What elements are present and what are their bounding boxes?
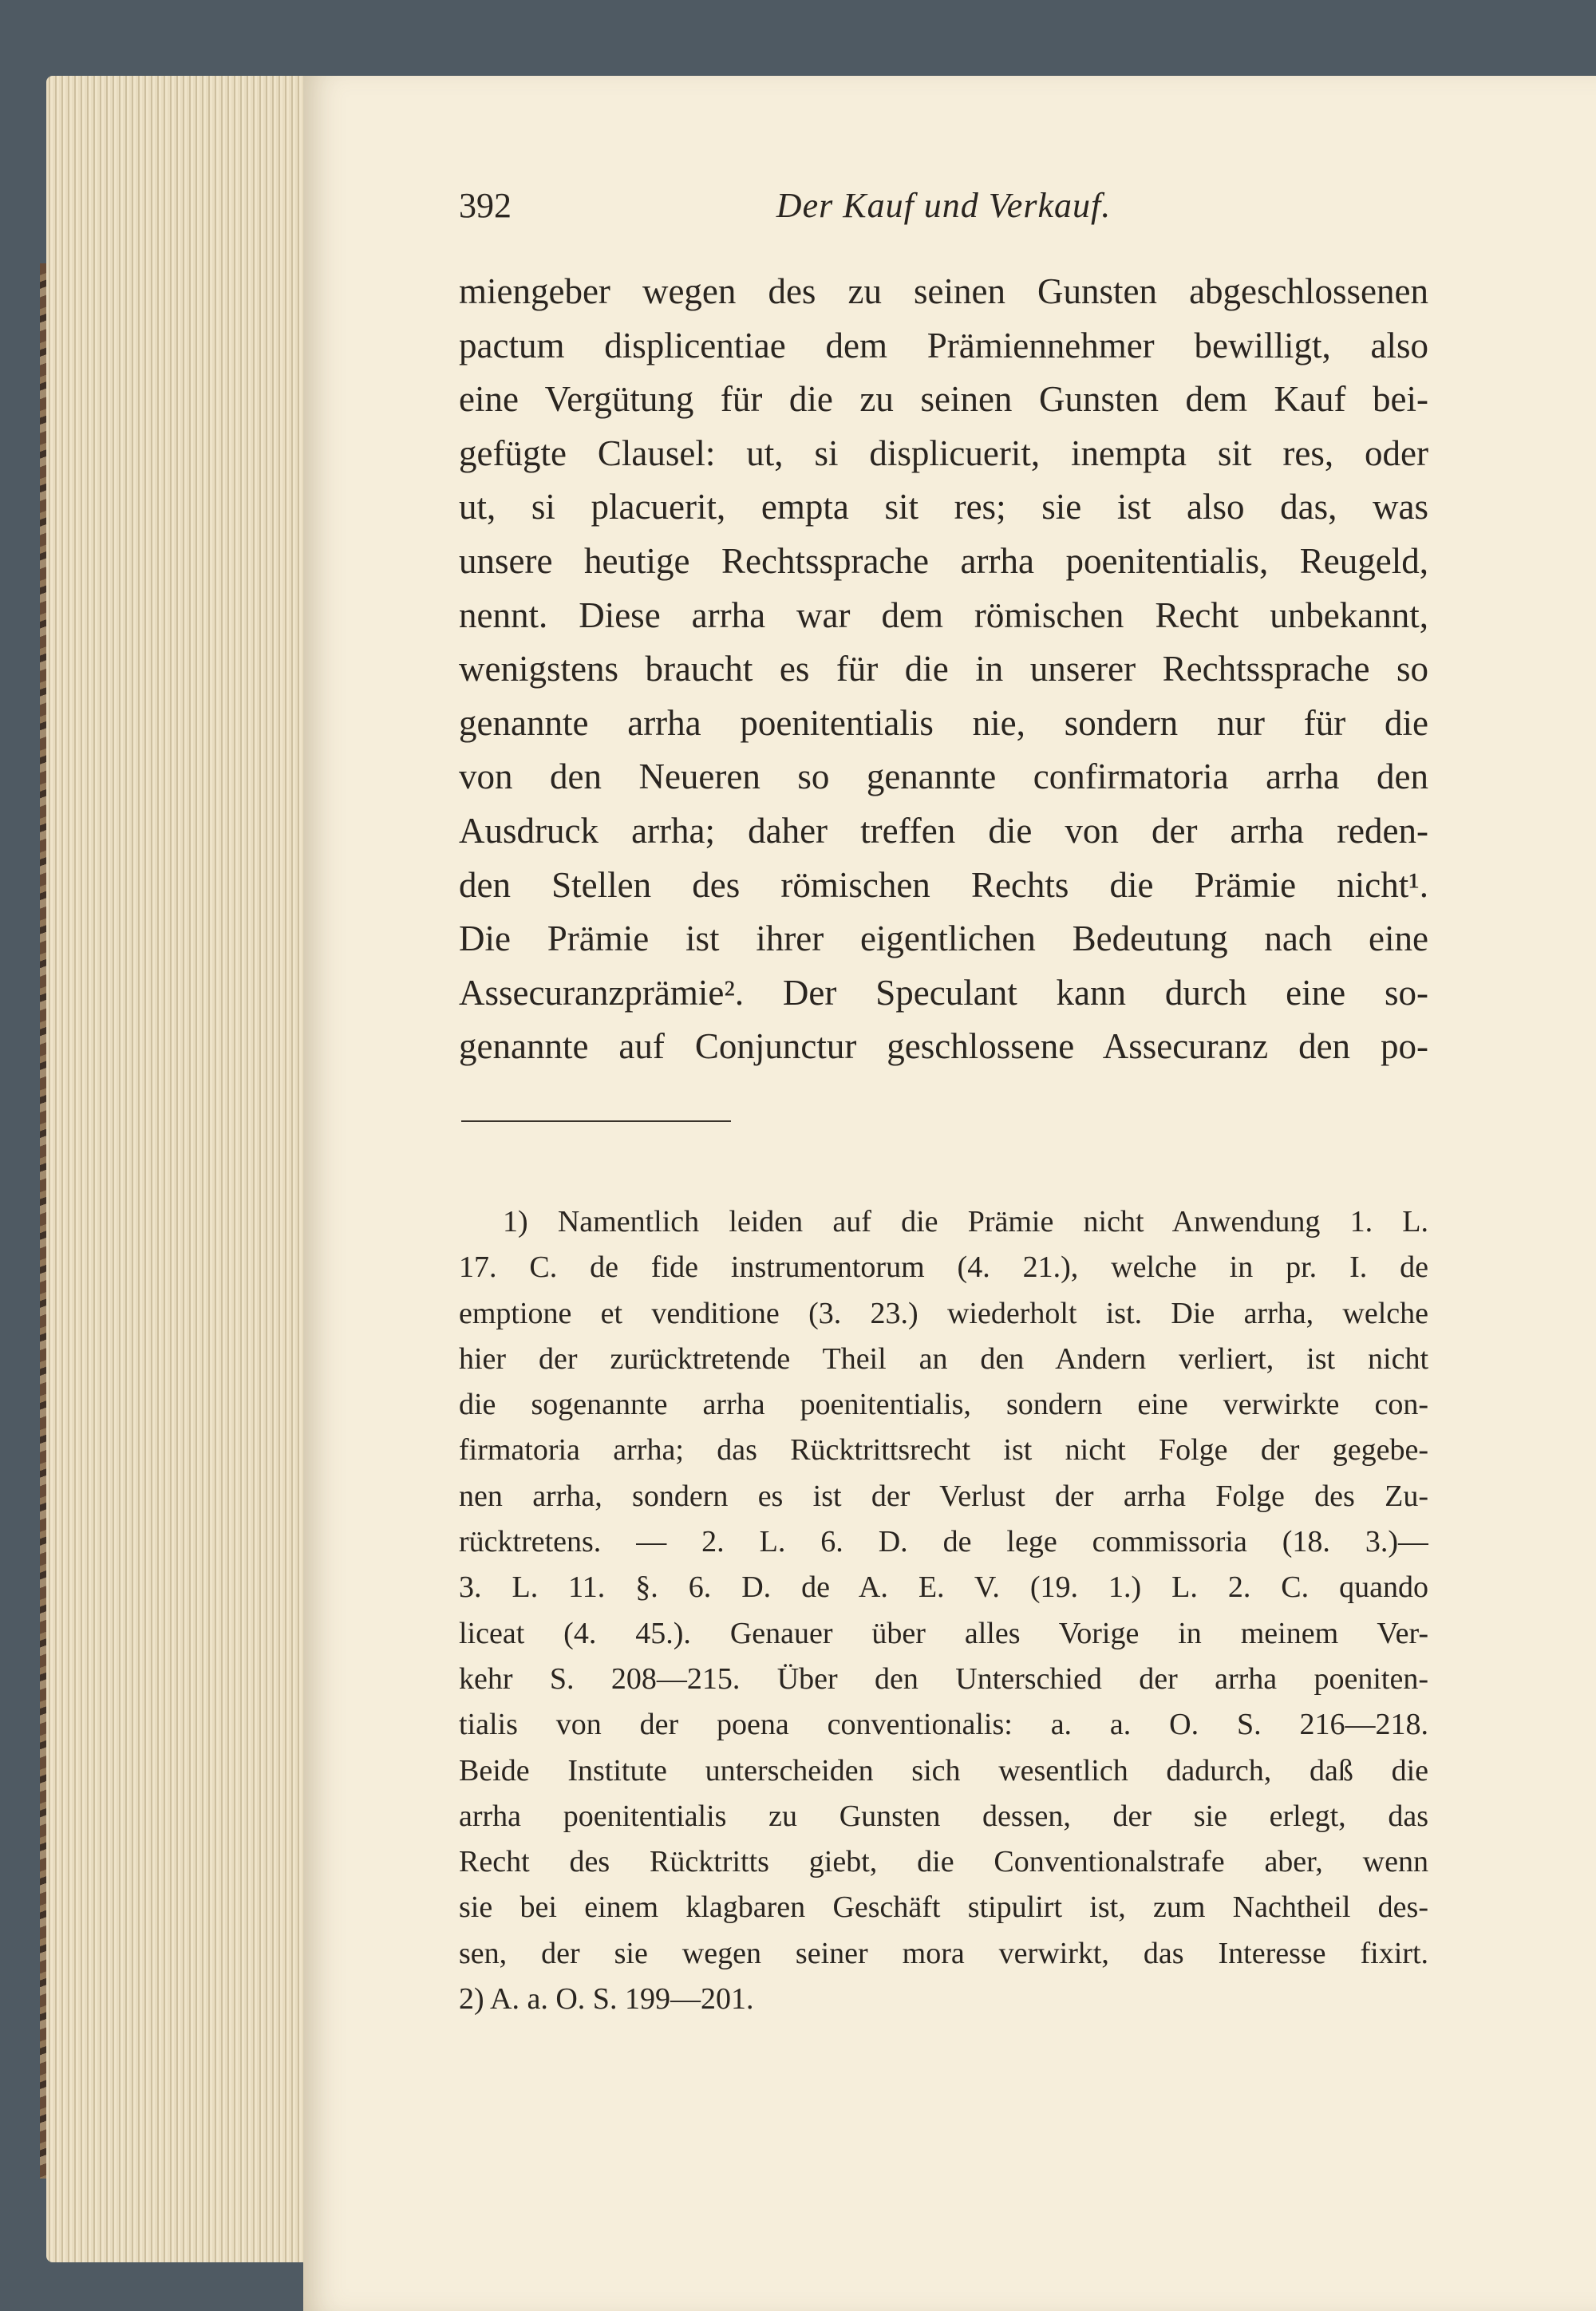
footnote-line: 1) Namentlich leiden auf die Prämie nicht Anwendung 1. L. [503, 1205, 1428, 1238]
text-line: den Stellen des römischen Rechts die Prämie nicht¹. [459, 864, 1428, 905]
text-line: pactum displicentiae dem Prämiennehmer bewilligt, also [459, 325, 1428, 365]
text-line: wenigstens braucht es für die in unserer Rechtssprache so [459, 649, 1428, 689]
footnote-line: hier der zurücktretende Theil an den Andern verliert, ist nicht [459, 1341, 1428, 1376]
text-line: von den Neueren so genannte confirmatoria arrha den [459, 757, 1428, 797]
footnote-line: 3. L. 11. §. 6. D. de A. E. V. (19. 1.) L. 2. C. quando [459, 1570, 1428, 1605]
text-line: genannte auf Conjunctur geschlossene Assecuranz den po- [459, 1026, 1428, 1067]
footnote-line: Recht des Rücktritts giebt, die Conventionalstrafe aber, wenn [459, 1845, 1428, 1879]
running-title: Der Kauf und Verkauf. [776, 186, 1112, 225]
footnote-line: 2) A. a. O. S. 199—201. [459, 1982, 754, 2017]
footnote-line: die sogenannte arrha poenitentialis, sondern eine verwirkte con- [459, 1388, 1428, 1422]
footnote-line: sen, der sie wegen seiner mora verwirkt, das Interesse fixirt. [459, 1936, 1428, 1970]
text-line: ut, si placuerit, empta sit res; sie ist also das, was [459, 487, 1428, 527]
text-line: Die Prämie ist ihrer eigentlichen Bedeutung nach eine [459, 918, 1428, 959]
text-line: unsere heutige Rechtssprache arrha poenitentialis, Reugeld, [459, 540, 1428, 581]
footnote-line: Beide Institute unterscheiden sich wesentlich dadurch, daß die [459, 1753, 1428, 1788]
text-line: Ausdruck arrha; daher treffen die von der arrha reden- [459, 810, 1428, 851]
footnote-line: firmatoria arrha; das Rücktrittsrecht ist nicht Folge der gegebe- [459, 1433, 1428, 1468]
footnote-line: 17. C. de fide instrumentorum (4. 21.), welche in pr. I. de [459, 1250, 1428, 1285]
footnote-line: emptione et venditione (3. 23.) wiederholt ist. Die arrha, welche [459, 1296, 1428, 1330]
footnotes [459, 1199, 1428, 2022]
footnote-line: rücktretens. — 2. L. 6. D. de lege commissoria (18. 3.)— [459, 1525, 1428, 1559]
text-line: nennt. Diese arrha war dem römischen Recht unbekannt, [459, 595, 1428, 635]
footnote-line: tialis von der poena conventionalis: a. a. O. S. 216—218. [459, 1708, 1428, 1742]
page-edges [46, 76, 310, 2262]
page-number: 392 [459, 186, 512, 225]
footnote-line: kehr S. 208—215. Über den Unterschied der arrha poeniten- [459, 1661, 1428, 1696]
text-line: genannte arrha poenitentialis nie, sondern nur für die [459, 702, 1428, 743]
page-header [459, 185, 1428, 233]
text-line: eine Vergütung für die zu seinen Gunsten dem Kauf bei- [459, 379, 1428, 420]
footnote-line: sie bei einem klagbaren Geschäft stipulirt ist, zum Nachtheil des- [459, 1890, 1428, 1925]
body-text [459, 265, 1428, 1074]
text-line: miengeber wegen des zu seinen Gunsten abgeschlossenen [459, 271, 1428, 311]
footnote-line: arrha poenitentialis zu Gunsten dessen, der sie erlegt, das [459, 1799, 1428, 1833]
text-line: gefügte Clausel: ut, si displicuerit, inempta sit res, oder [459, 433, 1428, 473]
footnote-line: nen arrha, sondern es ist der Verlust der arrha Folge des Zu- [459, 1479, 1428, 1513]
footnote-rule [461, 1120, 731, 1122]
footnote-line: liceat (4. 45.). Genauer über alles Vorige in meinem Ver- [459, 1616, 1428, 1650]
text-line: Assecuranzprämie². Der Speculant kann durch eine so- [459, 972, 1428, 1013]
